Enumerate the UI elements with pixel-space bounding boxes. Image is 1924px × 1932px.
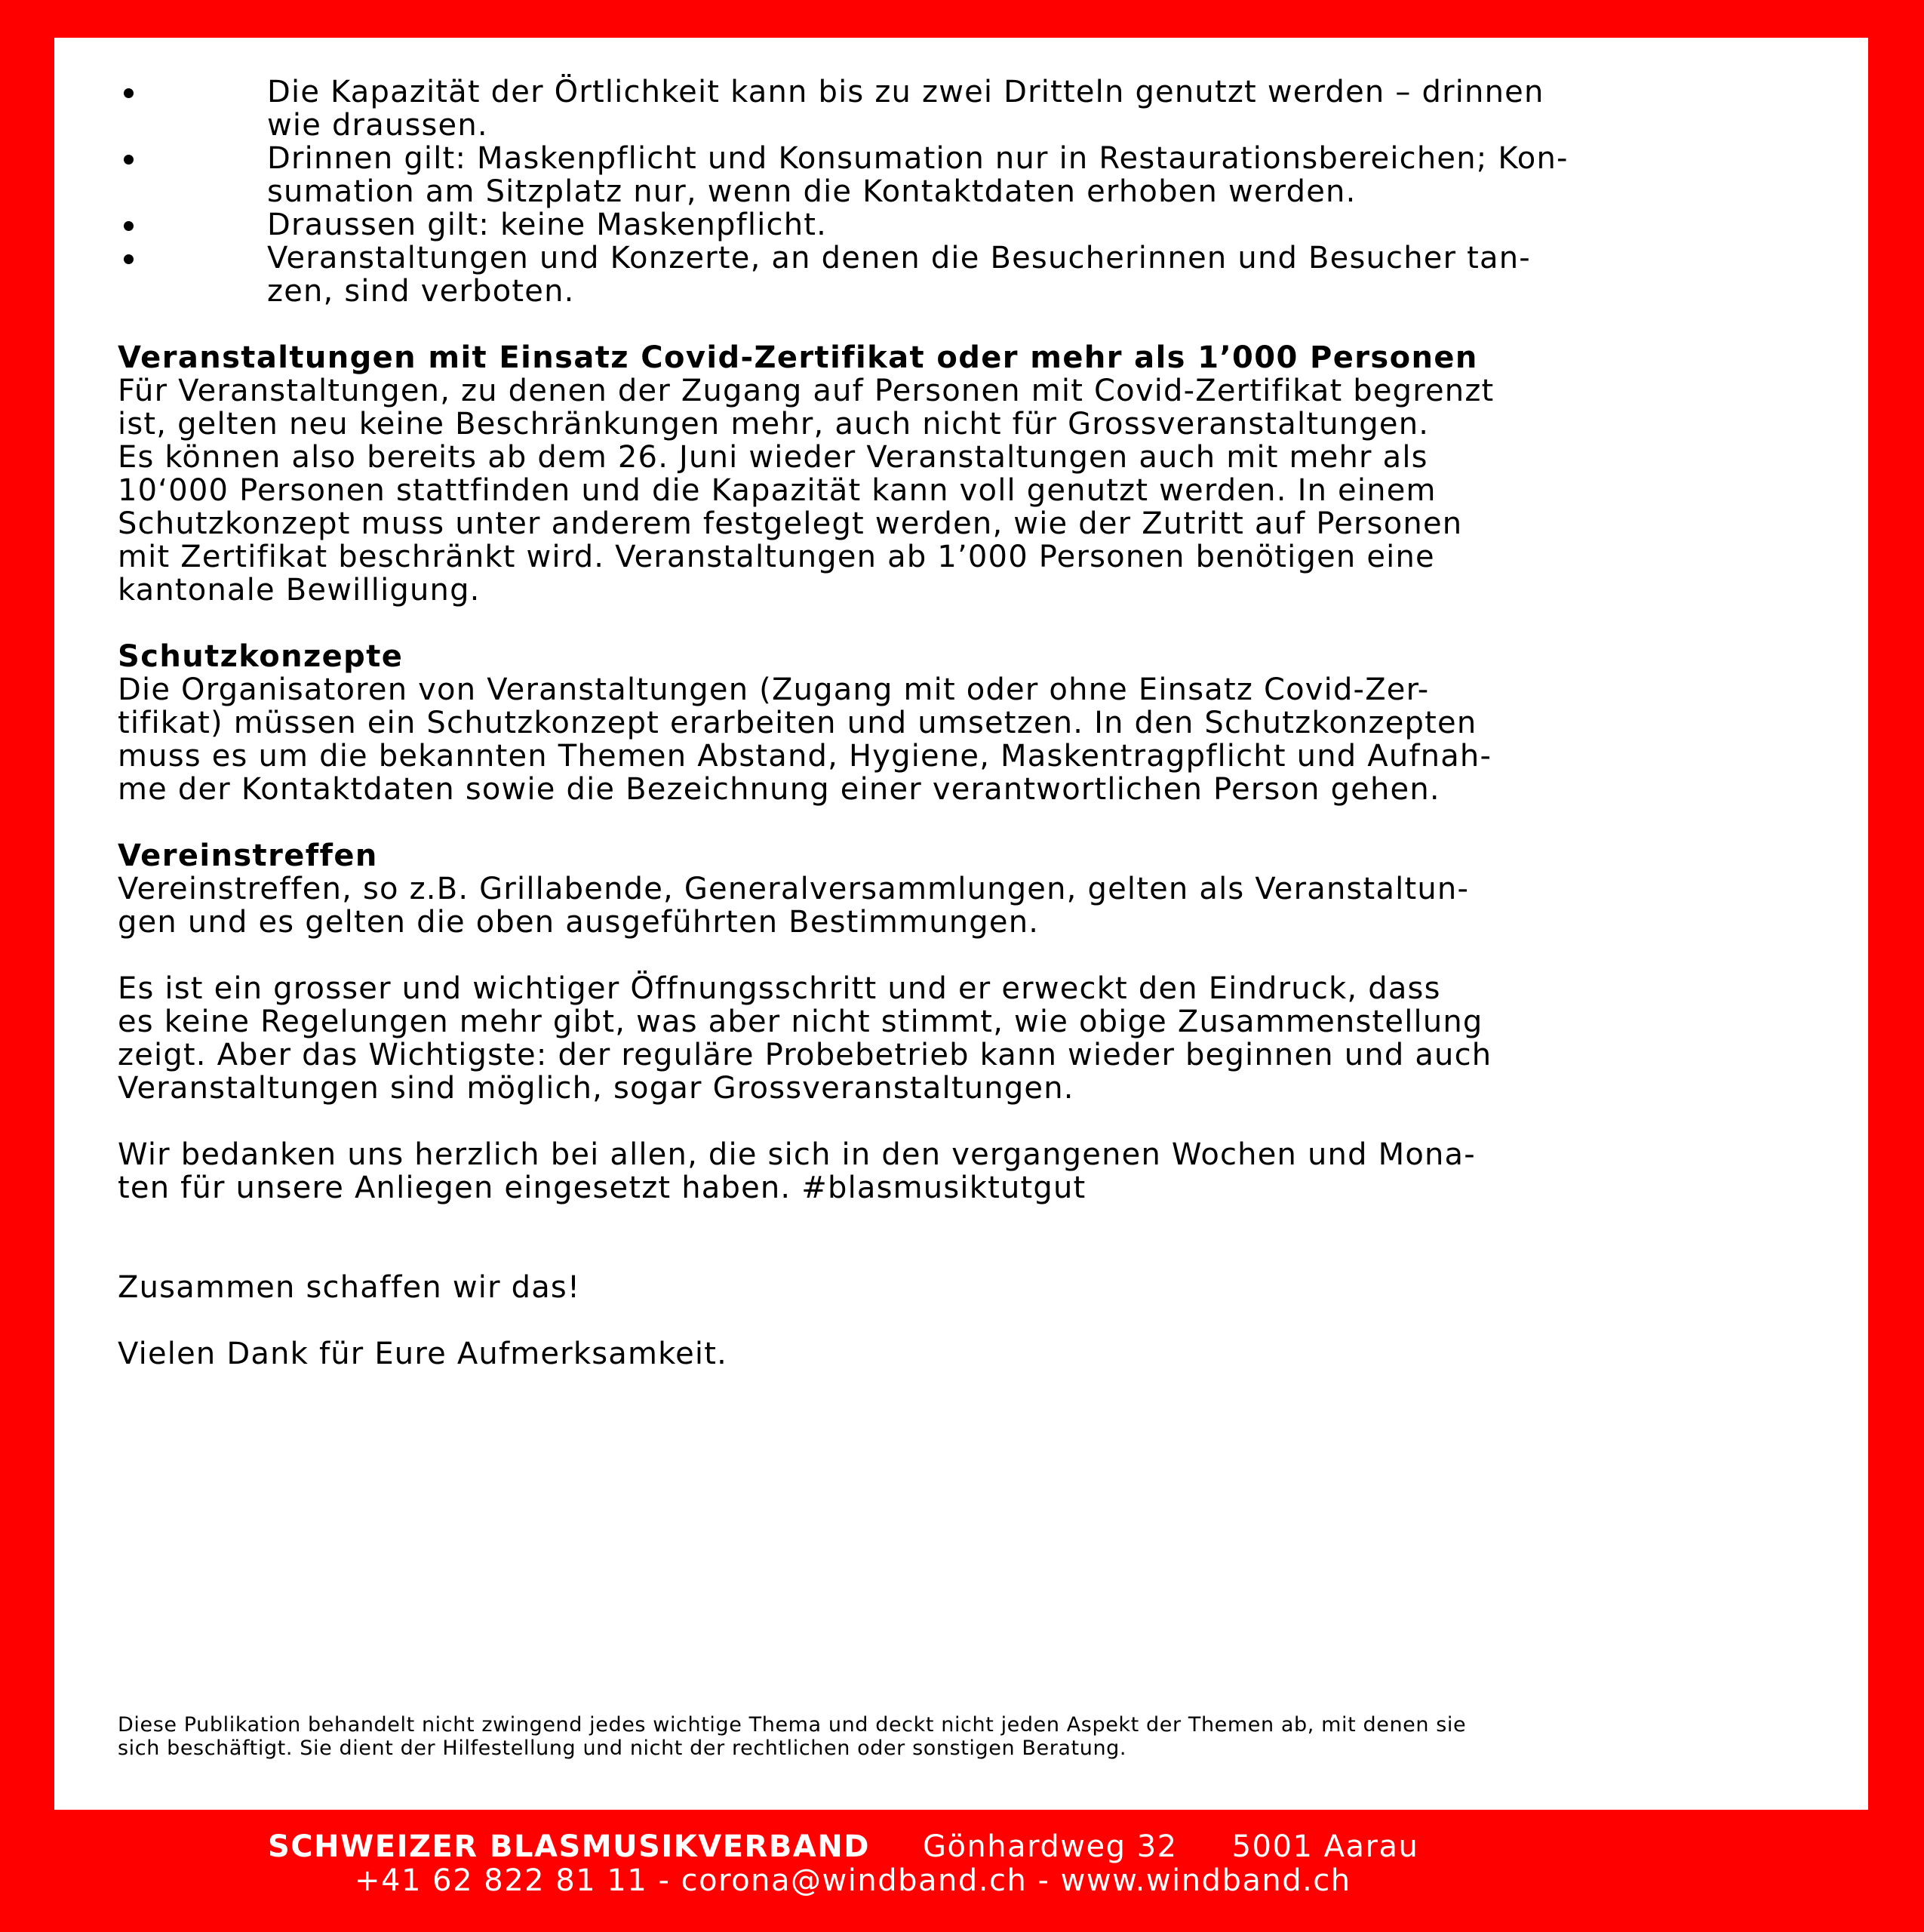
bullet-line: wie draussen.	[267, 108, 488, 143]
closing-line: Vielen Dank für Eure Aufmerksamkeit.	[118, 1337, 728, 1371]
bullet-list	[118, 75, 1861, 308]
section-line: 10‘000 Personen stattfinden und die Kapazität kann voll genutzt werden. In einem	[118, 473, 1437, 508]
paragraph-line: Es ist ein grosser und wichtiger Öffnungsschritt und er erweckt den Eindruck, dass	[118, 971, 1441, 1006]
document-body	[118, 75, 1861, 1371]
bullet-line: Veranstaltungen und Konzerte, an denen die Besucherinnen und Besucher tan-	[267, 241, 1531, 275]
footer-address	[268, 1830, 1418, 1864]
section-club-meetings	[118, 839, 1861, 939]
section-line: Schutzkonzept muss unter anderem festgelegt werden, wie der Zutritt auf Personen	[118, 506, 1463, 541]
section-line: tifikat) müssen ein Schutzkonzept erarbeiten und umsetzen. In den Schutzkonzepten	[118, 706, 1477, 740]
bullet-item	[118, 75, 1861, 142]
section-line: Es können also bereits ab dem 26. Juni wieder Veranstaltungen auch mit mehr als	[118, 440, 1428, 475]
section-line: mit Zertifikat beschränkt wird. Veranstaltungen ab 1’000 Personen benötigen eine	[118, 540, 1435, 574]
disclaimer-line: sich beschäftigt. Sie dient der Hilfestellung und nicht der rechtlichen oder sonstigen Beratung.	[118, 1737, 1127, 1760]
paragraph-line: Veranstaltungen sind möglich, sogar Grossveranstaltungen.	[118, 1071, 1074, 1106]
paragraph-line: ten für unsere Anliegen eingesetzt haben. #blasmusiktutgut	[118, 1171, 1086, 1205]
section-line: Vereinstreffen, so z.B. Grillabende, Generalversammlungen, gelten als Veranstaltun-	[118, 872, 1470, 906]
bullet-icon	[124, 88, 134, 98]
bullet-line: Die Kapazität der Örtlichkeit kann bis zu zwei Dritteln genutzt werden – drinnen	[267, 75, 1544, 109]
footer-city: 5001 Aarau	[1231, 1829, 1419, 1864]
paragraph-thanks	[118, 1138, 1861, 1204]
bullet-icon	[124, 155, 134, 165]
organization-name: SCHWEIZER BLASMUSIKVERBAND	[268, 1829, 870, 1864]
footer-contact: +41 62 822 81 11 - corona@windband.ch - www.windband.ch	[355, 1863, 1351, 1898]
section-heading: Vereinstreffen	[118, 838, 378, 873]
footer-street: Gönhardweg 32	[922, 1829, 1178, 1864]
bullet-icon	[124, 254, 134, 264]
bullet-item	[118, 208, 1861, 242]
closing-line: Zusammen schaffen wir das!	[118, 1270, 581, 1305]
paragraph-line: es keine Regelungen mehr gibt, was aber nicht stimmt, wie obige Zusammenstellung	[118, 1004, 1483, 1039]
section-line: ist, gelten neu keine Beschränkungen mehr, auch nicht für Grossveranstaltungen.	[118, 407, 1430, 441]
bullet-item	[118, 242, 1861, 308]
section-protection-concepts	[118, 640, 1861, 806]
section-line: kantonale Bewilligung.	[118, 573, 481, 608]
bullet-line: Draussen gilt: keine Maskenpflicht.	[267, 208, 828, 242]
section-line: gen und es gelten die oben ausgeführten Bestimmungen.	[118, 905, 1040, 940]
section-heading: Schutzkonzepte	[118, 639, 404, 674]
paragraph-line: zeigt. Aber das Wichtigste: der reguläre Probebetrieb kann wieder beginnen und auch	[118, 1038, 1492, 1072]
section-line: me der Kontaktdaten sowie die Bezeichnung einer verantwortlichen Person gehen.	[118, 772, 1440, 807]
bullet-line: zen, sind verboten.	[267, 274, 575, 309]
disclaimer	[118, 1713, 1853, 1760]
bullet-icon	[124, 221, 134, 231]
bullet-line: sumation am Sitzplatz nur, wenn die Kontaktdaten erhoben werden.	[267, 174, 1357, 209]
bullet-line: Drinnen gilt: Maskenpflicht und Konsumation nur in Restaurationsbereichen; Kon-	[267, 141, 1569, 176]
section-heading: Veranstaltungen mit Einsatz Covid-Zertifikat oder mehr als 1’000 Personen	[118, 340, 1478, 375]
section-line: muss es um die bekannten Themen Abstand, Hygiene, Maskentragpflicht und Aufnah-	[118, 739, 1492, 774]
section-line: Die Organisatoren von Veranstaltungen (Zugang mit oder ohne Einsatz Covid-Zer-	[118, 672, 1430, 707]
paragraph-opening-step	[118, 972, 1861, 1105]
section-events	[118, 341, 1861, 607]
paragraph-line: Wir bedanken uns herzlich bei allen, die sich in den vergangenen Wochen und Mona-	[118, 1137, 1476, 1172]
disclaimer-line: Diese Publikation behandelt nicht zwingend jedes wichtige Thema und deckt nicht jeden Aspekt der Themen ab, mit denen sie	[118, 1713, 1467, 1737]
section-line: Für Veranstaltungen, zu denen der Zugang auf Personen mit Covid-Zertifikat begrenzt	[118, 374, 1495, 408]
bullet-item	[118, 142, 1861, 208]
document-page	[54, 38, 1868, 1810]
